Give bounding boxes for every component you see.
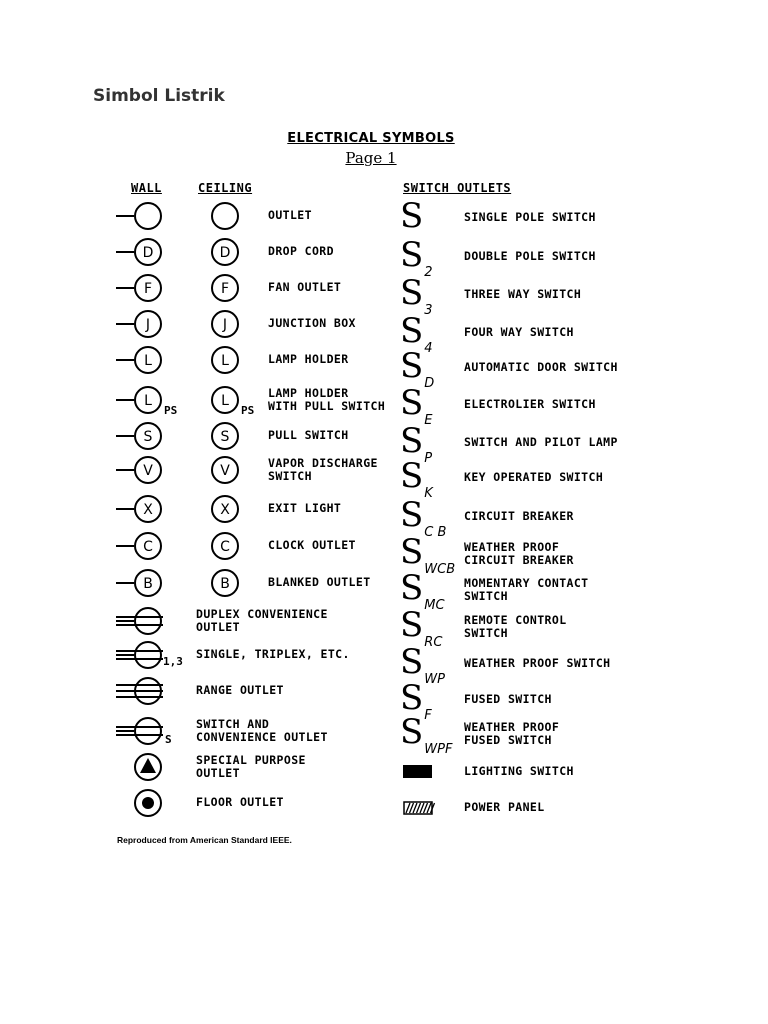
outlet-symbol-row <box>116 423 238 449</box>
special-symbol-row <box>135 790 161 816</box>
switch-outlet-label: THREE WAY SWITCH <box>464 287 582 301</box>
switch-outlet-label: CIRCUIT BREAKER <box>464 509 574 523</box>
outlet-symbol-row <box>116 275 238 301</box>
switch-outlet-label: KEY OPERATED SWITCH <box>464 470 604 484</box>
switch-symbol-subscript: WP <box>424 672 445 687</box>
switch-outlet-label: FOUR WAY SWITCH <box>464 325 574 339</box>
switch-outlet-label: ELECTROLIER SWITCH <box>464 397 596 411</box>
switch-outlet-label: DOUBLE POLE SWITCH <box>464 249 596 263</box>
switch-outlet-label: FUSED SWITCH <box>464 692 552 706</box>
switch-outlet-label: MOMENTARY CONTACT SWITCH <box>464 576 589 603</box>
ceiling-symbol-letter: L <box>221 393 229 409</box>
special-symbol-row <box>116 678 163 704</box>
switch-symbol <box>400 196 424 236</box>
ceiling-symbol-letter: S <box>220 429 230 445</box>
wall-symbol-suffix: PS <box>164 404 178 417</box>
switch-symbol-subscript: 3 <box>424 303 433 318</box>
document-subtitle: Page 1 <box>345 149 397 167</box>
outlet-label: CLOCK OUTLET <box>268 538 356 552</box>
special-symbol-row <box>116 608 163 634</box>
outlet-symbol-row <box>116 203 238 229</box>
wall-outlet-circle <box>135 203 161 229</box>
switch-symbol-letter: S <box>400 456 424 496</box>
outlet-label: JUNCTION BOX <box>268 316 356 330</box>
switch-symbol-letter: S <box>400 311 424 351</box>
switch-outlet-label: WEATHER PROOF FUSED SWITCH <box>464 720 560 747</box>
special-symbol-suffix: S <box>165 733 172 746</box>
outlet-symbol-row <box>116 311 238 337</box>
wall-symbol-letter: C <box>143 539 153 555</box>
outlet-circle <box>135 608 161 634</box>
special-symbol-row <box>135 754 161 780</box>
switch-symbol-subscript: 2 <box>424 265 433 280</box>
wall-symbol-letter: X <box>143 502 153 518</box>
outlet-label: PULL SWITCH <box>268 428 349 442</box>
switch-outlet-label: POWER PANEL <box>464 800 545 814</box>
ceiling-symbol-letter: J <box>222 317 228 333</box>
special-outlet-label: RANGE OUTLET <box>196 683 284 697</box>
wall-symbol-letter: D <box>142 245 154 261</box>
switch-symbol-subscript: MC <box>424 598 445 613</box>
special-purpose-triangle <box>140 758 156 773</box>
switch-symbol-subscript: D <box>424 376 435 391</box>
wall-symbol-letter: B <box>143 576 153 592</box>
outlet-label: DROP CORD <box>268 244 334 258</box>
switch-outlet-label: WEATHER PROOF SWITCH <box>464 656 611 670</box>
special-outlet-label: FLOOR OUTLET <box>196 795 284 809</box>
switch-outlet-label: SINGLE POLE SWITCH <box>464 210 596 224</box>
switch-symbol-subscript: F <box>424 708 432 723</box>
wall-symbol-letter: S <box>143 429 153 445</box>
special-outlet-label: DUPLEX CONVENIENCE OUTLET <box>196 607 328 634</box>
switch-symbol-subscript: RC <box>424 635 443 650</box>
outlet-circle <box>135 642 161 668</box>
wall-symbol-letter: V <box>143 463 153 479</box>
outlet-symbol-row <box>116 533 238 559</box>
wall-symbol-letter: J <box>145 317 151 333</box>
special-symbol-row <box>116 718 163 744</box>
outlet-label: FAN OUTLET <box>268 280 342 294</box>
switch-symbol-letter: S <box>400 235 424 275</box>
special-outlet-label: SPECIAL PURPOSE OUTLET <box>196 753 306 780</box>
ceiling-symbol-suffix: PS <box>241 404 255 417</box>
ceiling-outlet-circle <box>212 203 238 229</box>
special-outlet-label: SINGLE, TRIPLEX, ETC. <box>196 647 350 661</box>
switch-symbol-letter: S <box>400 568 424 608</box>
wall-symbol-letter: F <box>143 281 153 297</box>
power-panel-block <box>404 802 435 814</box>
ceiling-symbol-letter: C <box>220 539 230 555</box>
switch-symbol-subscript: C B <box>424 525 447 540</box>
wall-column-header: WALL <box>131 181 162 195</box>
lighting-switch-block <box>403 765 432 778</box>
outlet-symbol-row <box>116 239 238 265</box>
switch-symbol-letter: S <box>400 495 424 535</box>
switch-symbol-letter: S <box>400 383 424 423</box>
switch-outlet-label: SWITCH AND PILOT LAMP <box>464 435 618 449</box>
switch-symbol-subscript: K <box>424 486 433 501</box>
floor-outlet-dot <box>142 797 154 809</box>
switch-symbol-subscript: E <box>424 413 433 428</box>
outlet-label: LAMP HOLDER WITH PULL SWITCH <box>268 386 386 413</box>
ceiling-symbol-letter: F <box>220 281 230 297</box>
outlet-label: EXIT LIGHT <box>268 501 342 515</box>
outlet-symbol-row <box>116 496 238 522</box>
outlet-label: BLANKED OUTLET <box>268 575 371 589</box>
ceiling-symbol-letter: D <box>219 245 231 261</box>
switch-symbol-letter: S <box>400 605 424 645</box>
ceiling-symbol-letter: L <box>221 353 229 369</box>
switch-symbol-subscript: WPF <box>424 742 453 757</box>
switch-symbol-letter: S <box>400 346 424 386</box>
switch-symbol-subscript: 4 <box>424 341 433 356</box>
ceiling-symbol-letter: B <box>220 576 230 592</box>
special-symbol-row <box>116 642 163 668</box>
switch-symbol-letter: S <box>400 196 424 236</box>
switch-outlet-label: LIGHTING SWITCH <box>464 764 574 778</box>
wall-symbol-letter: L <box>144 353 152 369</box>
special-symbol-suffix: 1,3 <box>163 655 183 668</box>
outlet-circle <box>135 718 161 744</box>
page-title: Simbol Listrik <box>93 86 225 106</box>
ceiling-column-header: CEILING <box>198 181 253 195</box>
switch-symbol-letter: S <box>400 421 424 461</box>
switch-symbol-letter: S <box>400 712 424 752</box>
wall-symbol-letter: L <box>144 393 152 409</box>
outlet-symbol-row <box>116 570 238 596</box>
switch-outlet-label: WEATHER PROOF CIRCUIT BREAKER <box>464 540 574 567</box>
switch-symbol <box>400 712 453 757</box>
special-outlet-label: SWITCH AND CONVENIENCE OUTLET <box>196 717 328 744</box>
outlet-symbol-row <box>116 457 238 483</box>
switch-outlet-label: AUTOMATIC DOOR SWITCH <box>464 360 618 374</box>
switch-symbol-letter: S <box>400 273 424 313</box>
switch-symbol-subscript: WCB <box>424 562 456 577</box>
switch-symbol-letter: S <box>400 642 424 682</box>
outlet-label: VAPOR DISCHARGE SWITCH <box>268 456 378 483</box>
ceiling-symbol-letter: X <box>220 502 230 518</box>
outlet-label: OUTLET <box>268 208 312 222</box>
switch-symbol-letter: S <box>400 532 424 572</box>
document-title: ELECTRICAL SYMBOLS <box>287 131 455 146</box>
switch-outlets-column-header: SWITCH OUTLETS <box>403 181 512 195</box>
ceiling-symbol-letter: V <box>220 463 230 479</box>
switch-outlet-label: REMOTE CONTROL SWITCH <box>464 613 567 640</box>
outlet-symbol-row <box>116 347 238 373</box>
switch-symbol-letter: S <box>400 678 424 718</box>
outlet-label: LAMP HOLDER <box>268 352 349 366</box>
footnote: Reproduced from American Standard IEEE. <box>117 835 292 845</box>
switch-symbol-subscript: P <box>424 451 433 466</box>
